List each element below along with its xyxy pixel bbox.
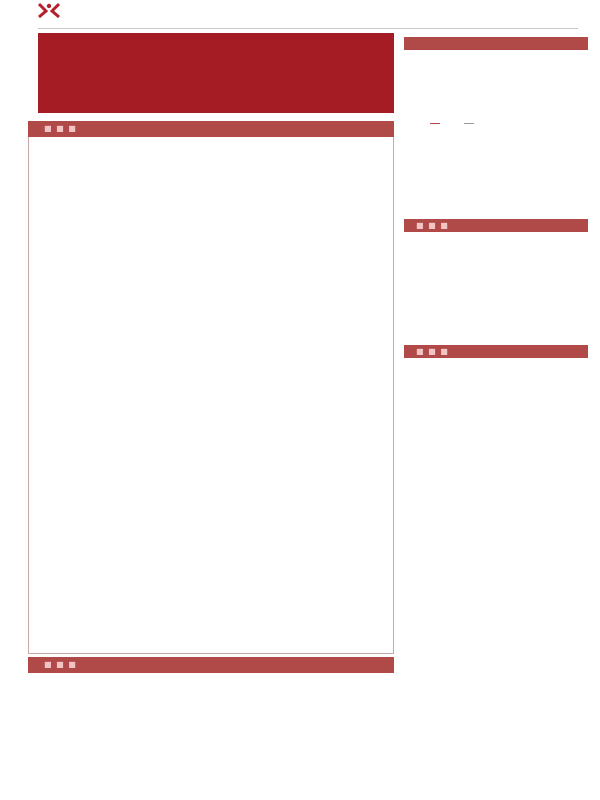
related-header: ■ ■ ■ (404, 345, 588, 358)
analyst-header: ■ ■ ■ (404, 219, 588, 232)
company-logo (38, 0, 64, 20)
chart-legend (404, 120, 588, 127)
report-title-banner (38, 33, 394, 113)
rating-header (404, 37, 588, 50)
core-view-box (28, 121, 394, 654)
index-performance-chart (404, 127, 588, 207)
orient-logo-icon (38, 2, 60, 18)
core-view-header: ■ ■ ■ (28, 121, 394, 137)
advice-header: ■ ■ ■ (28, 657, 394, 673)
header-divider (38, 28, 578, 29)
